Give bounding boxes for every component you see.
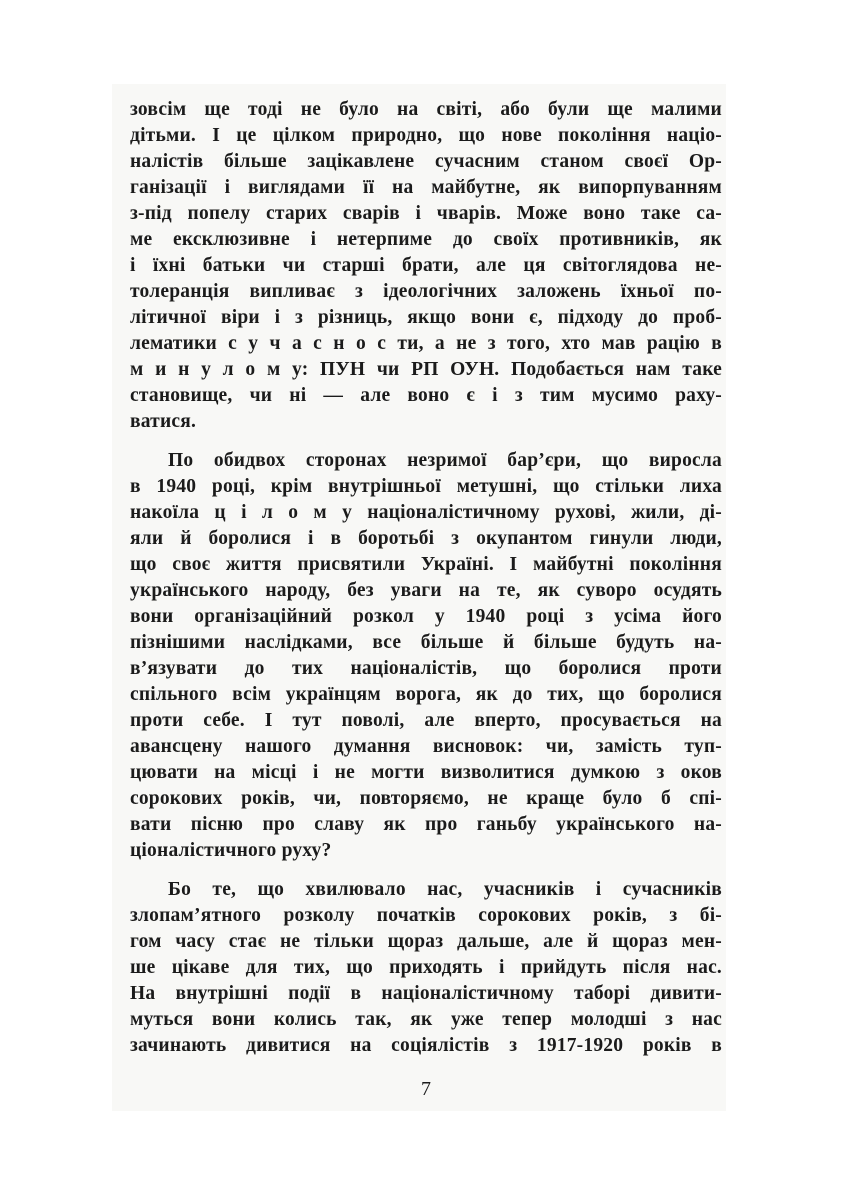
text-line: з-під попелу старих сварів і чварів. Може воно таке са-: [130, 203, 722, 224]
text-line: що своє життя присвятили Україні. І майбутні покоління: [130, 554, 722, 575]
page-number: 7: [421, 1078, 431, 1100]
text-line: По обидвох сторонах незримої бар’єри, що виросла: [168, 450, 722, 471]
text-line: в’язувати до тих націоналістів, що боролися проти: [130, 658, 722, 679]
text-line: м и н у л о м у: ПУН чи РП ОУН. Подобається нам таке: [130, 359, 722, 380]
paragraph: [130, 877, 722, 1059]
text-line: толеранція випливає з ідеологічних заложень їхньої по-: [130, 281, 722, 302]
text-line: яли й боролися і в боротьбі з окупантом гинули люди,: [130, 528, 722, 549]
text-line: зачинають дивитися на соціялістів з 1917-1920 років в: [130, 1035, 722, 1056]
text-line: авансцену нашого думання висновок: чи, замість туп-: [130, 736, 722, 757]
text-line: злопам’ятного розколу початків сорокових років, з бі-: [130, 905, 722, 926]
text-line: лематики с у ч а с н о с ти, а не з того, хто мав рацію в: [130, 333, 722, 354]
text-line: муться вони колись так, як уже тепер молодші з нас: [130, 1009, 722, 1030]
text-line: вати пісню про славу як про ганьбу українського на-: [130, 814, 722, 835]
text-line: ціоналістичного руху?: [130, 840, 332, 861]
text-block: [130, 97, 722, 1072]
text-line: налістів більше зацікавлене сучасним станом своєї Ор-: [130, 151, 722, 172]
text-line: гом часу стає не тільки щораз дальше, але й щораз мен-: [130, 931, 722, 952]
text-line: ватися.: [130, 411, 197, 432]
text-line: зовсім ще тоді не було на світі, або були ще малими: [130, 99, 722, 120]
text-line: накоїла ц і л о м у націоналістичному рухові, жили, ді-: [130, 502, 722, 523]
text-line: Бо те, що хвилювало нас, учасників і сучасників: [168, 879, 722, 900]
text-line: дітьми. І це цілком природно, що нове покоління націо-: [130, 125, 722, 146]
text-line: пізнішими наслідками, все більше й більше будуть на-: [130, 632, 722, 653]
text-line: в 1940 році, крім внутрішньої метушні, що стільки лиха: [130, 476, 722, 497]
text-line: становище, чи ні — але воно є і з тим мусимо раху-: [130, 385, 722, 406]
text-line: цювати на місці і не могти визволитися думкою з оков: [130, 762, 722, 783]
text-line: ме ексклюзивне і нетерпиме до своїх противників, як: [130, 229, 722, 250]
text-line: спільного всім українцям ворога, як до тих, що боролися: [130, 684, 722, 705]
text-line: ше цікаве для тих, що приходять і прийдуть після нас.: [130, 957, 722, 978]
text-line: українського народу, без уваги на те, як суворо осудять: [130, 580, 722, 601]
text-line: На внутрішні події в націоналістичному таборі дивити-: [130, 983, 722, 1004]
text-line: і їхні батьки чи старші брати, але ця світоглядова не-: [130, 255, 722, 276]
text-line: вони організаційний розкол у 1940 році з усіма його: [130, 606, 722, 627]
text-line: літичної віри і з різниць, якщо вони є, підходу до проб-: [130, 307, 722, 328]
text-line: ганізації і виглядами її на майбутне, як випорпуванням: [130, 177, 722, 198]
paragraph: [130, 448, 722, 864]
text-line: сорокових років, чи, повторяємо, не краще було б спі-: [130, 788, 722, 809]
text-line: проти себе. І тут поволі, але вперто, просувається на: [130, 710, 722, 731]
paragraph: [130, 97, 722, 435]
